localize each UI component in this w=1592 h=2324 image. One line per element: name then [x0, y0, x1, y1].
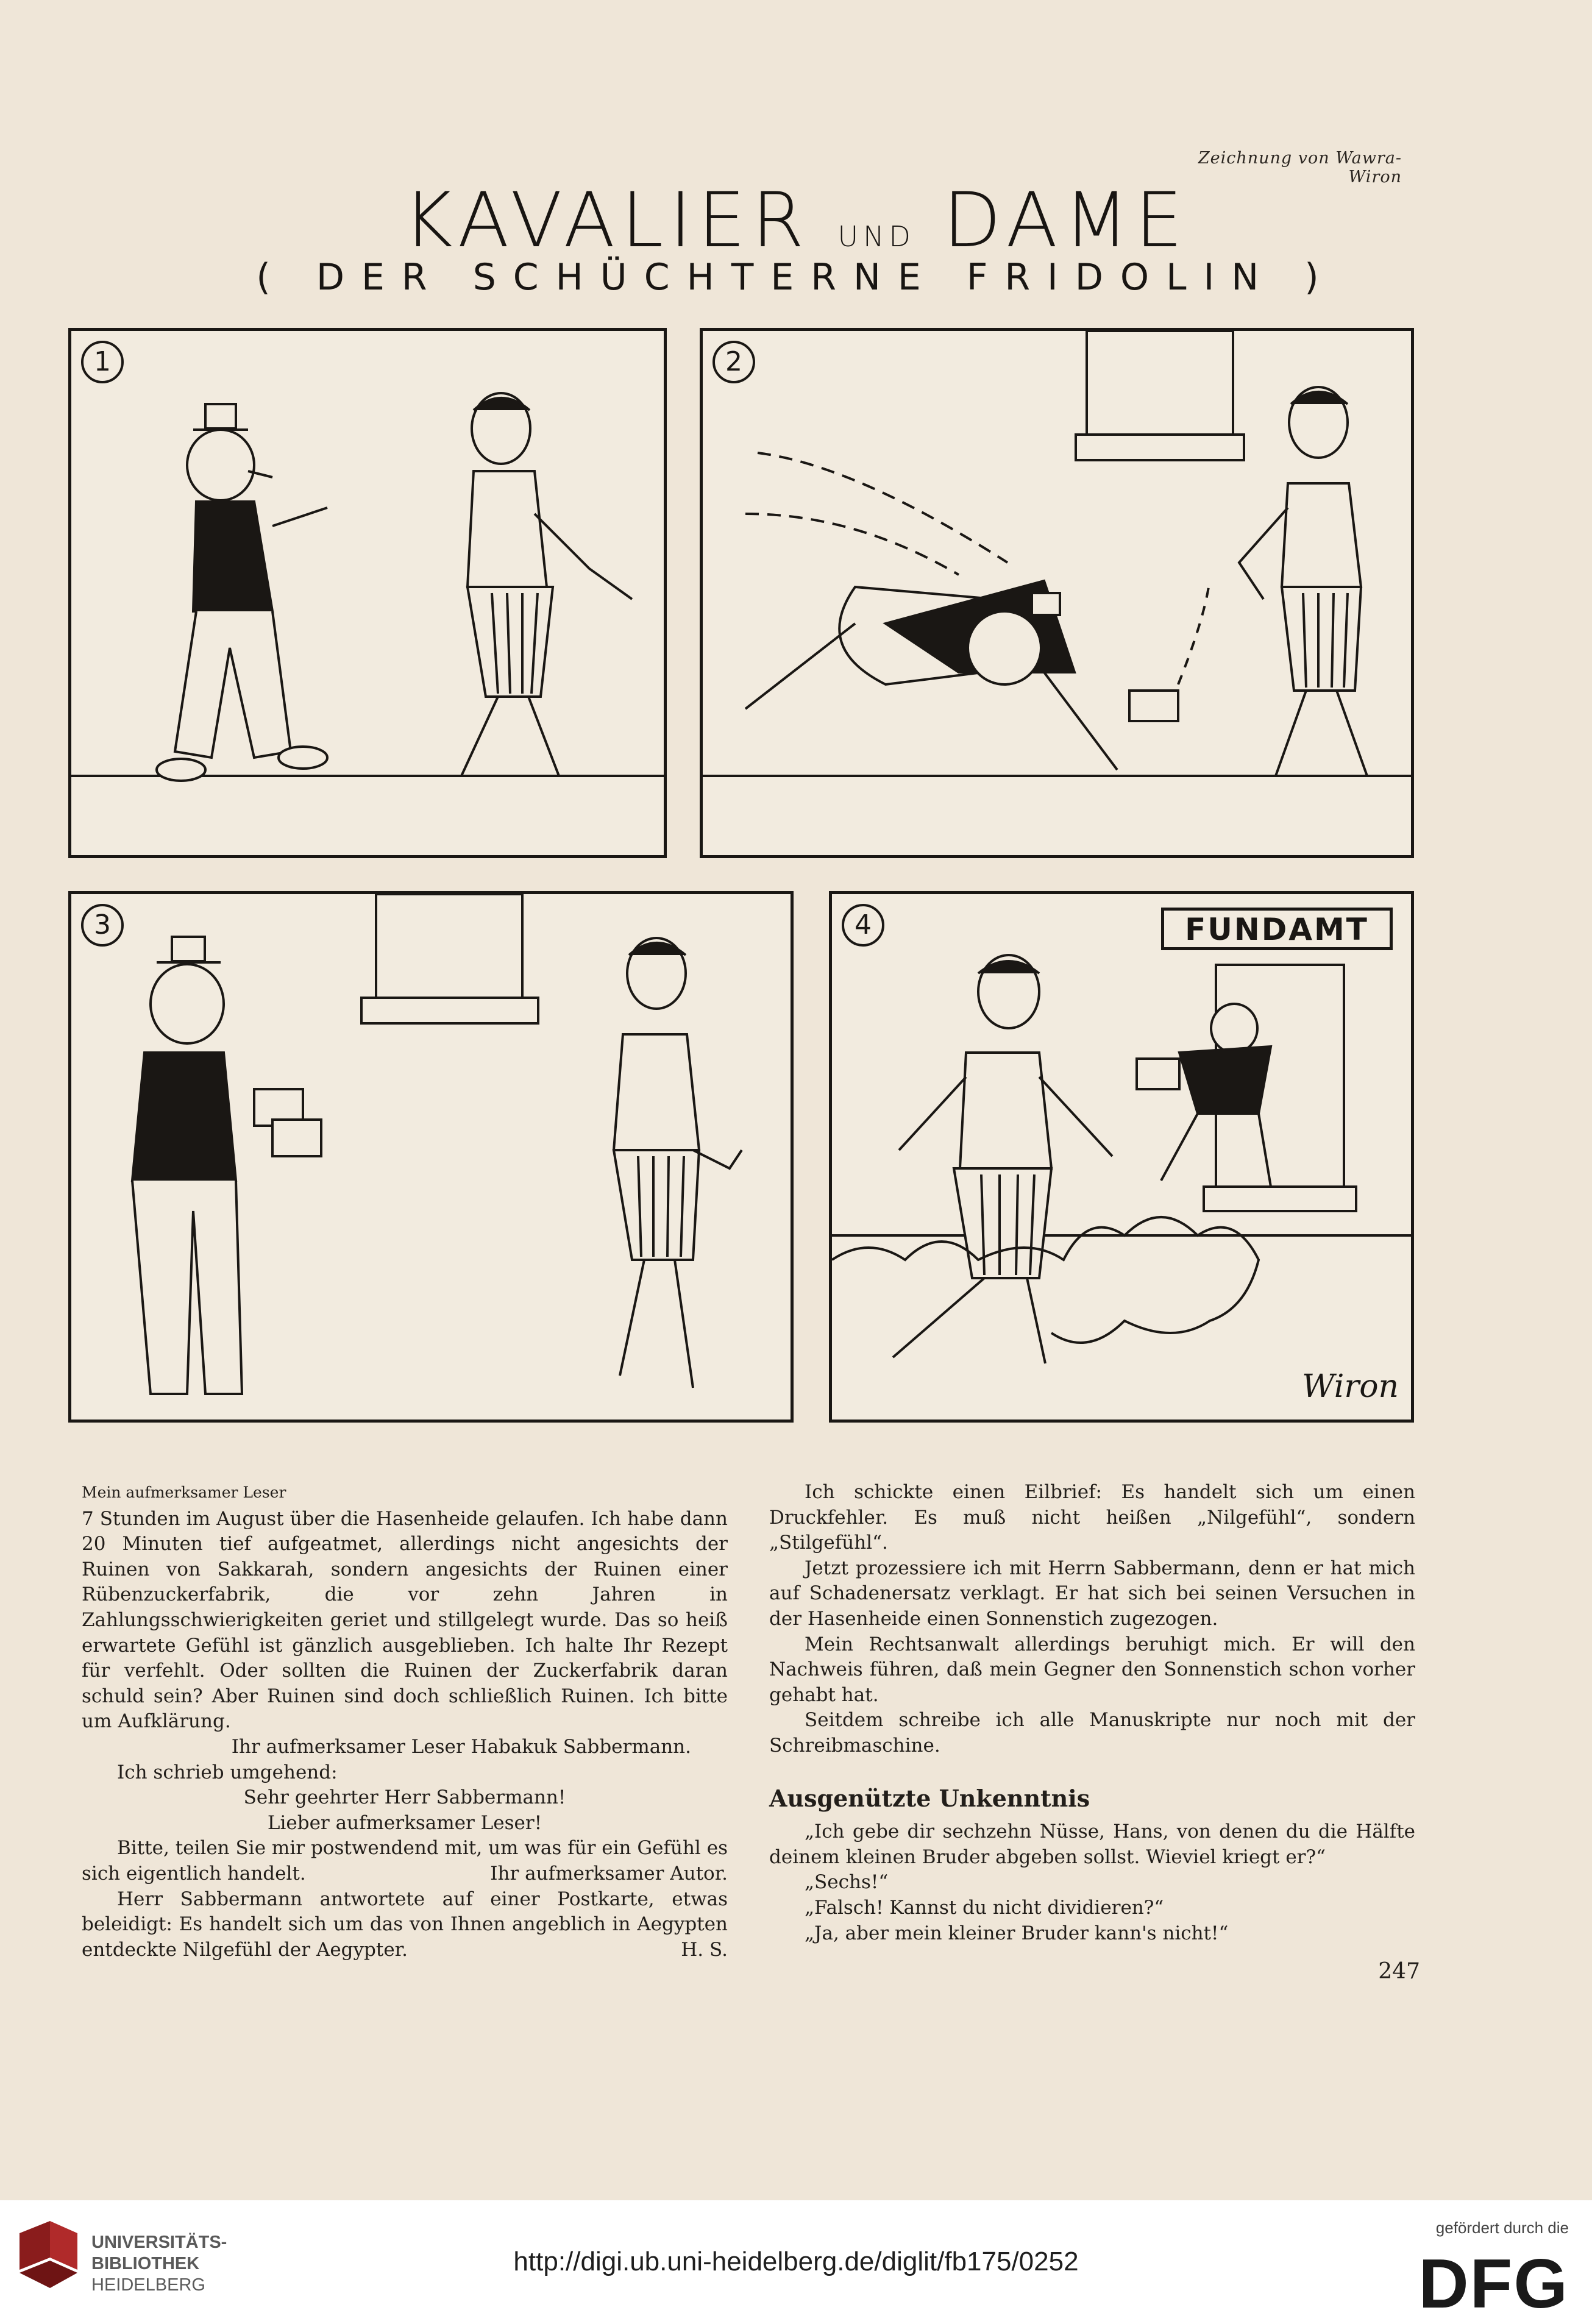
- artist-signature: Wiron: [1302, 1368, 1399, 1405]
- digitization-footer: [0, 2200, 1592, 2322]
- joke-heading: Ausgenützte Unkenntnis: [769, 1784, 1090, 1812]
- story-paragraph: Ich schickte einen Eilbrief: Es handelt sich um einen Druckfehler. Es muß nicht heißen „Nilgefühl“, sondern „Stilgefühl“.: [769, 1481, 1415, 1554]
- title-word-kavalier: KAVALIER: [403, 177, 811, 265]
- joke-line: „Falsch! Kannst du nicht dividieren?“: [805, 1896, 1164, 1919]
- letter-body: 7 Stunden im August über die Hasenheide gelaufen. Ich habe dann 20 Minuten tief aufgeatmet, allerdings nicht angesichts der Ruinen von Sakkarah, sondern angesichts der Ruinen einer Rübenzuckerfabrik, die vor zehn Jahren in Zahlungsschwierigkeiten geriet und stillgelegt wurde. Das so heiß erwartete Gefühl ist gänzlich ausgeblieben. Ich halte Ihr Rezept für verfehlt. Oder sollten die Ruinen der Zuckerfabrik daran schuld sein? Aber Ruinen sind doch schließlich Ruinen. Ich bitte um Aufklärung.: [82, 1507, 728, 1733]
- letter-column: [82, 1480, 728, 1963]
- story-paragraph: Seitdem schreibe ich alle Manuskripte nur noch mit der Schreibmaschine.: [769, 1709, 1415, 1757]
- panel-number: 3: [81, 904, 124, 947]
- reply-request-signature: Ihr aufmerksamer Autor.: [490, 1862, 728, 1885]
- panel-1-drawing: [71, 331, 667, 858]
- story-paragraph: Mein Rechtsanwalt allerdings beruhigt mich. Er will den Nachweis führen, daß mein Gegner den Sonnenstich schon vorher gehabt hat.: [769, 1633, 1415, 1706]
- dfg-logo: DFG: [1418, 2245, 1569, 2323]
- joke-line: „Ja, aber mein kleiner Bruder kann's nicht!“: [805, 1922, 1229, 1944]
- answer-text: Herr Sabbermann antwortete auf einer Postkarte, etwas beleidigt: Es handelt sich um das von Ihnen angeblich in Aegypten entdeckte Nilgefühl der Aegypter.: [82, 1888, 728, 1961]
- fundamt-sign: FUNDAMT: [1161, 908, 1393, 950]
- title-word-und: UND: [837, 220, 915, 253]
- panel-number: 2: [712, 341, 755, 383]
- author-initials: H. S.: [681, 1938, 728, 1961]
- comic-panel-1: [68, 328, 667, 858]
- panel-number: 1: [81, 341, 124, 383]
- joke-line: „Sechs!“: [805, 1871, 889, 1894]
- story-paragraph: Jetzt prozessiere ich mit Herrn Sabbermann, denn er hat mich auf Schadenersatz verklagt. Er hat sich bei seinen Versuchen in der Hasenheide einen Sonnenstich zugezogen.: [769, 1557, 1415, 1630]
- illustration-credit: Zeichnung von Wawra-Wiron: [1198, 149, 1402, 187]
- reply-request: [82, 1836, 728, 1886]
- comic-panel-2: [700, 328, 1414, 858]
- panel-4-drawing: [832, 894, 1414, 1423]
- comic-title: [0, 177, 1592, 265]
- library-name-line: UNIVERSITÄTS-: [91, 2233, 227, 2252]
- letter-salutation: Mein aufmerksamer Leser: [82, 1484, 286, 1501]
- story-column: [769, 1480, 1415, 1946]
- comic-panel-4: [829, 891, 1414, 1423]
- comic-panel-3: [68, 891, 794, 1423]
- reply-greeting-1: Sehr geehrter Herr Sabbermann!: [243, 1786, 566, 1809]
- panel-number: 4: [842, 904, 884, 947]
- funding-note: gefördert durch die: [1435, 2219, 1569, 2237]
- page-number: 247: [1378, 1959, 1420, 1984]
- source-url-link[interactable]: http://digi.ub.uni-heidelberg.de/diglit/fb175/0252: [513, 2247, 1079, 2276]
- library-name-line: BIBLIOTHEK: [91, 2254, 200, 2273]
- panel-3-drawing: [71, 894, 794, 1423]
- reply-request-text: Bitte, teilen Sie mir postwendend mit, um was für ein Gefühl es sich eigentlich handelt.: [82, 1837, 728, 1885]
- reply-intro: Ich schrieb umgehend:: [117, 1761, 338, 1783]
- panel-2-drawing: [703, 331, 1414, 858]
- reply-greeting-2: Lieber aufmerksamer Leser!: [267, 1811, 542, 1834]
- letter-signature: Ihr aufmerksamer Leser Habakuk Sabbermann.: [231, 1735, 691, 1758]
- title-word-dame: DAME: [943, 177, 1189, 265]
- joke-line: „Ich gebe dir sechzehn Nüsse, Hans, von denen du die Hälfte deinem kleinen Bruder abgeben sollst. Wieviel kriegt er?“: [769, 1821, 1415, 1868]
- answer-paragraph: [82, 1887, 728, 1963]
- library-name-line: HEIDELBERG: [91, 2275, 205, 2295]
- comic-subtitle: ( DER SCHÜCHTERNE FRIDOLIN ): [256, 256, 1336, 299]
